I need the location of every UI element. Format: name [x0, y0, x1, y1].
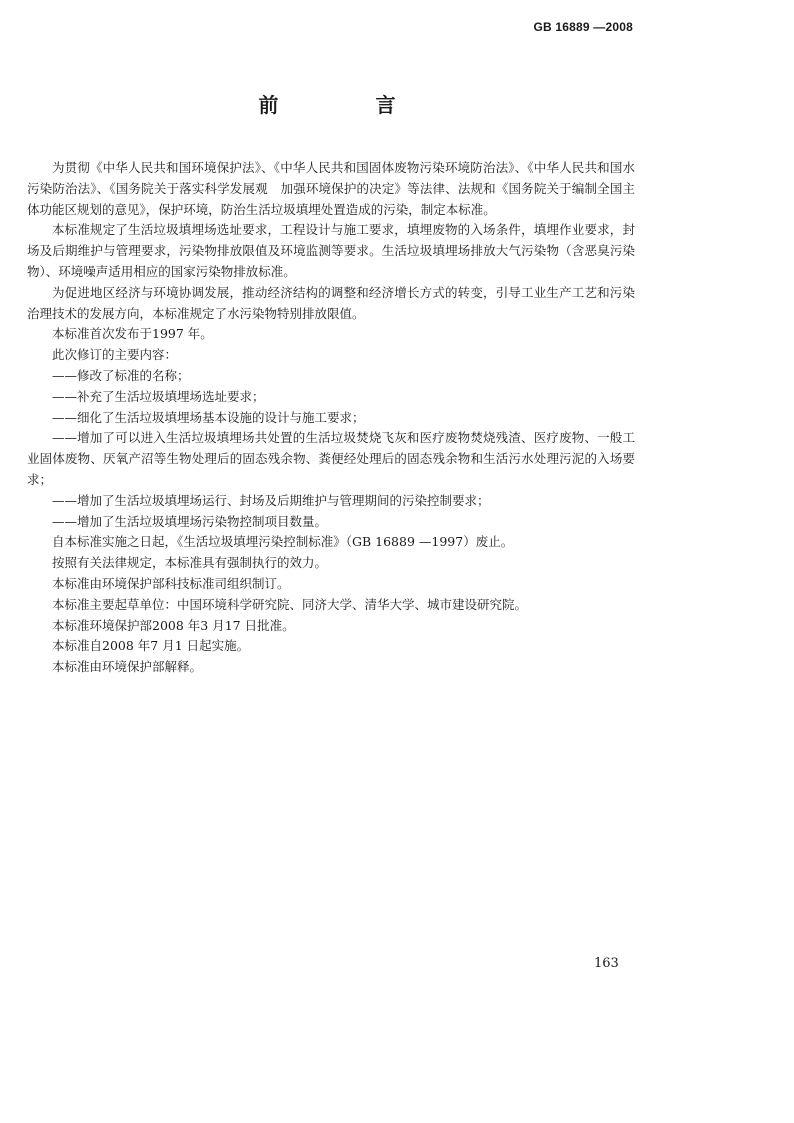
paragraph-drafters: 本标准主要起草单位：中国环境科学研究院、同济大学、清华大学、城市建设研究院。	[52, 596, 528, 612]
paragraph-special-limits: 为促进地区经济与环境协调发展，推动经济结构的调整和经济增长方式的转变，引导工业生产工艺和污染治理技术的发展方向，本标准规定了水污染物特别排放限值。	[27, 284, 635, 321]
paragraph-purpose: 为贯彻《中华人民共和国环境保护法》、《中华人民共和国固体废物污染环境防治法》、《中华人民共和国水污染防治法》、《国务院关于落实科学发展观 加强环境保护的决定》等法律、法规和《国务院关于编制全国主体功能区规划的意见》，保护环境，防治生活垃圾填埋处置造成的污染，制定本标准。	[27, 160, 635, 217]
paragraph-mandatory: 按照有关法律规定，本标准具有强制执行的效力。	[52, 555, 328, 571]
revision-item-facilities: ——细化了生活垃圾填埋场基本设施的设计与施工要求；	[52, 409, 365, 425]
standard-number: GB 16889 —2008	[533, 20, 633, 34]
paragraph-first-release: 本标准首次发布于1997 年。	[52, 326, 213, 342]
foreword-body	[27, 158, 635, 678]
revision-item-pollutants: ——增加了生活垃圾填埋场污染物控制项目数量。	[52, 513, 328, 529]
revision-item-name: ——修改了标准的名称；	[52, 367, 190, 383]
paragraph-effective: 本标准自2008 年7 月1 日起实施。	[52, 638, 250, 654]
paragraph-revision-intro: 此次修订的主要内容：	[52, 347, 178, 363]
revision-item-operation: ——增加了生活垃圾填埋场运行、封场及后期维护与管理期间的污染控制要求；	[52, 492, 490, 508]
revision-item-admission: ——增加了可以进入生活垃圾填埋场共处置的生活垃圾焚烧飞灰和医疗废物焚烧残渣、医疗废物、一般工业固体废物、厌氧产沼等生物处理后的固态残余物、粪便经处理后的固态残余物和生活污水处理污泥的入场要求；	[27, 430, 635, 487]
revision-item-site: ——补充了生活垃圾填埋场选址要求；	[52, 388, 265, 404]
paragraph-interpretation: 本标准由环境保护部解释。	[52, 659, 203, 675]
page-number: 163	[594, 956, 619, 971]
page-title: 前 言	[258, 93, 441, 117]
paragraph-scope: 本标准规定了生活垃圾填埋场选址要求，工程设计与施工要求，填埋废物的入场条件，填埋作业要求，封场及后期维护与管理要求，污染物排放限值及环境监测等要求。生活垃圾填埋场排放大气污染物（含恶臭污染物）、环境噪声适用相应的国家污染物排放标准。	[27, 222, 635, 279]
paragraph-organizer: 本标准由环境保护部科技标准司组织制订。	[52, 575, 290, 591]
paragraph-approval: 本标准环境保护部2008 年3 月17 日批准。	[52, 617, 295, 633]
paragraph-repeal: 自本标准实施之日起，《生活垃圾填埋污染控制标准》（GB 16889 —1997）废止。	[52, 534, 514, 550]
